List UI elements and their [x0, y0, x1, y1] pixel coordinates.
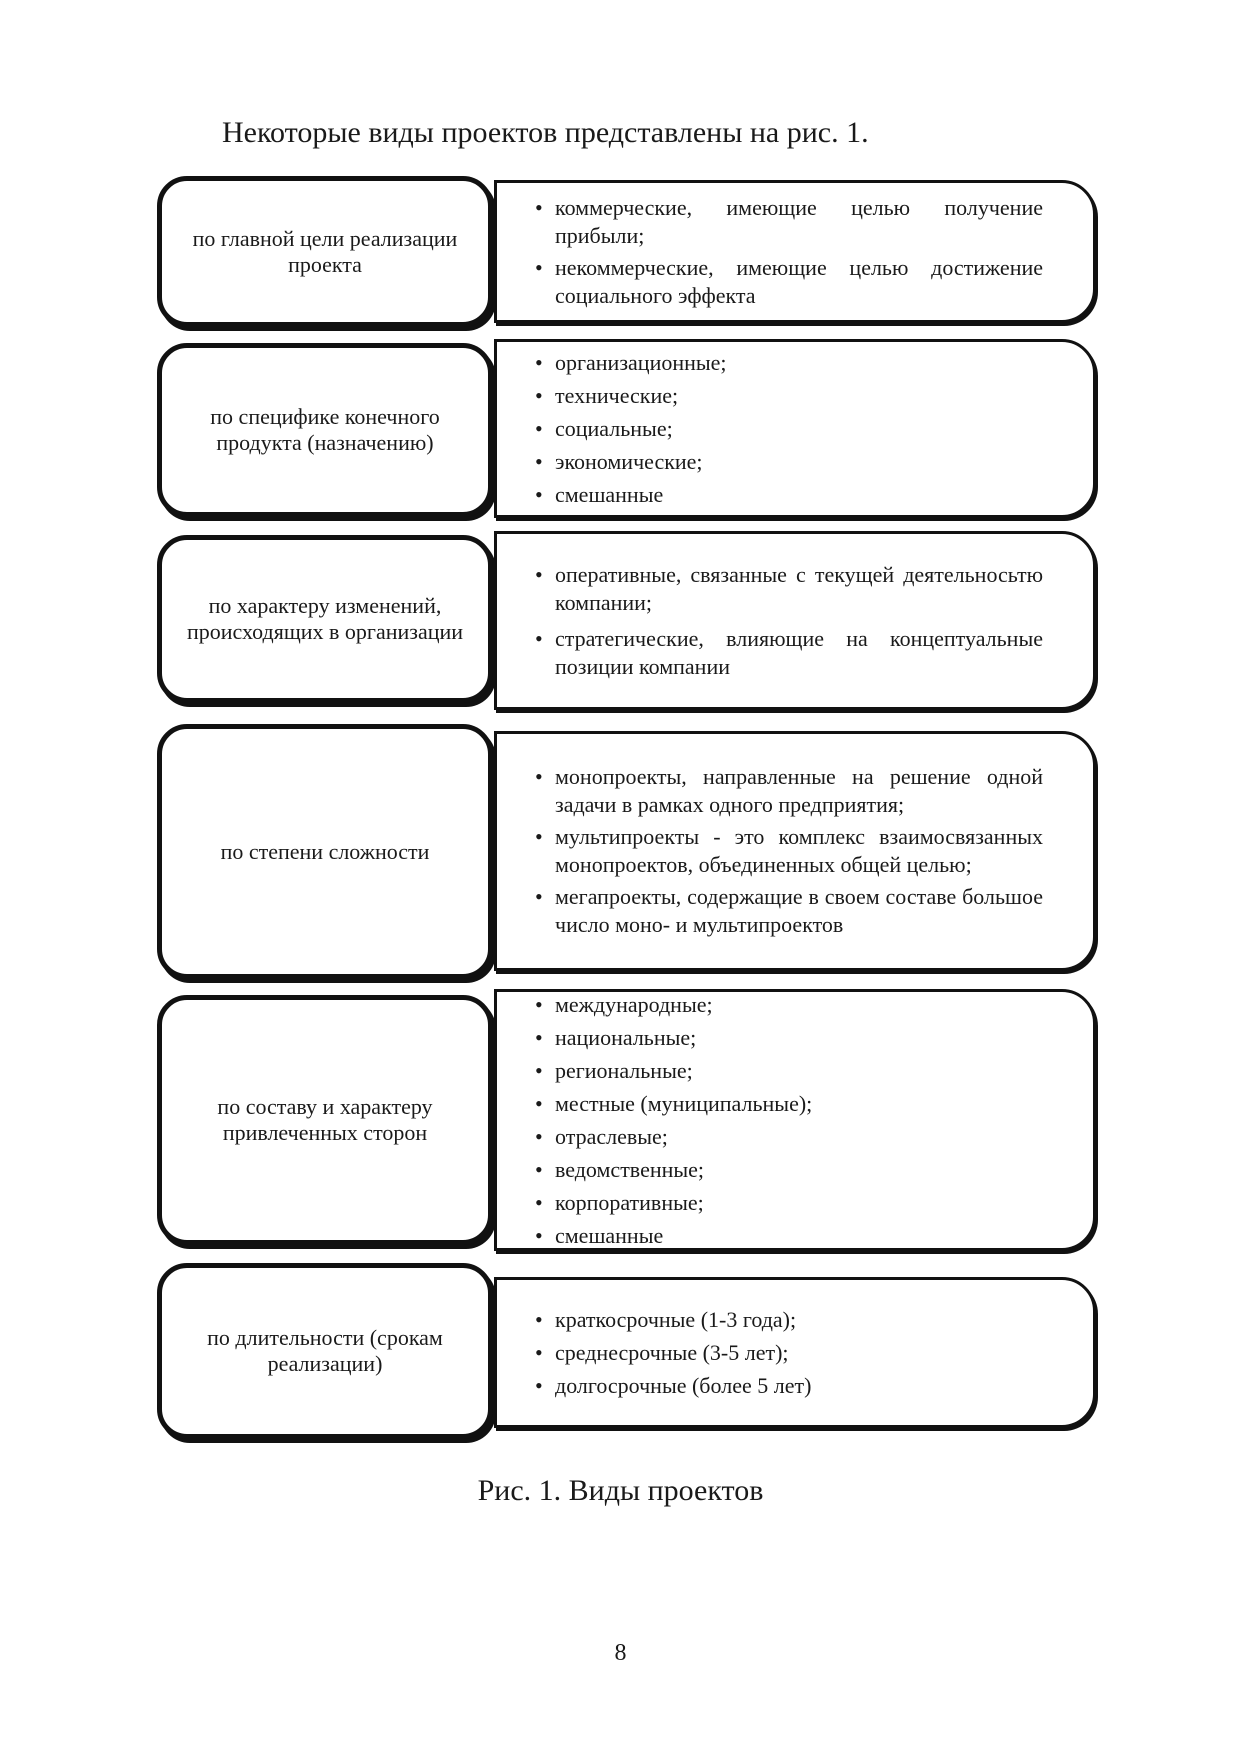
list-item: • международные; [531, 991, 1043, 1019]
list-item: • местные (муниципальные); [531, 1090, 1043, 1118]
list-item: • смешанные [531, 481, 1043, 509]
category-box-duration [157, 1263, 493, 1439]
item-list [531, 1306, 1043, 1400]
list-item: • отраслевые; [531, 1123, 1043, 1151]
category-box-product [157, 343, 493, 517]
item-list [531, 991, 1043, 1250]
category-box-changes [157, 535, 493, 703]
list-item: • монопроекты, направленные на решение одной задачи в рамках одного предприятия; [531, 763, 1043, 819]
list-item: • некоммерческие, имеющие целью достижение социального эффекта [531, 254, 1043, 310]
item-list [531, 194, 1043, 310]
list-item: • корпоративные; [531, 1189, 1043, 1217]
figure-caption: Рис. 1. Виды проектов [477, 1474, 764, 1507]
category-label: по главной цели реализации проекта [192, 225, 458, 277]
list-item: • стратегические, влияющие на концептуальные позиции компании [531, 625, 1043, 681]
list-item: • среднесрочные (3-5 лет); [531, 1339, 1043, 1367]
category-label: по длительности (срокам реализации) [207, 1325, 443, 1376]
items-box-parties [494, 989, 1096, 1251]
items-box-complexity [494, 731, 1096, 971]
item-list [531, 349, 1043, 509]
list-item: • национальные; [531, 1024, 1043, 1052]
category-box-main-goal [157, 176, 493, 327]
list-item: • долгосрочные (более 5 лет) [531, 1372, 1043, 1400]
list-item: • мегапроекты, содержащие в своем составе большое число моно- и мультипроектов [531, 883, 1043, 939]
items-box-duration [494, 1277, 1096, 1428]
item-list [531, 763, 1043, 939]
item-list [531, 561, 1043, 681]
list-item: • региональные; [531, 1057, 1043, 1085]
list-item: • экономические; [531, 448, 1043, 476]
category-label: по специфике конечного продукта (назначению) [210, 404, 440, 455]
list-item: • социальные; [531, 415, 1043, 443]
list-item: • ведомственные; [531, 1156, 1043, 1184]
page-number: 8 [614, 1640, 627, 1666]
list-item: • коммерческие, имеющие целью получение прибыли; [531, 194, 1043, 250]
items-box-main-goal [494, 180, 1096, 323]
category-box-complexity [157, 724, 493, 979]
intro-text: Некоторые виды проектов представлены на рис. 1. [222, 116, 869, 149]
category-box-parties [157, 995, 493, 1245]
items-box-product [494, 339, 1096, 518]
list-item: • краткосрочные (1-3 года); [531, 1306, 1043, 1334]
category-label: по составу и характеру привлеченных сторон [217, 1094, 433, 1145]
list-item: • смешанные [531, 1222, 1043, 1250]
list-item: • технические; [531, 382, 1043, 410]
list-item: • организационные; [531, 349, 1043, 377]
category-label: по степени сложности [220, 838, 430, 864]
items-box-changes [494, 531, 1096, 710]
list-item: • мультипроекты - это комплекс взаимосвязанных монопроектов, объединенных общей целью; [531, 823, 1043, 879]
category-label: по характеру изменений, происходящих в организации [186, 593, 464, 644]
list-item: • оперативные, связанные с текущей деятельносьтю компании; [531, 561, 1043, 617]
